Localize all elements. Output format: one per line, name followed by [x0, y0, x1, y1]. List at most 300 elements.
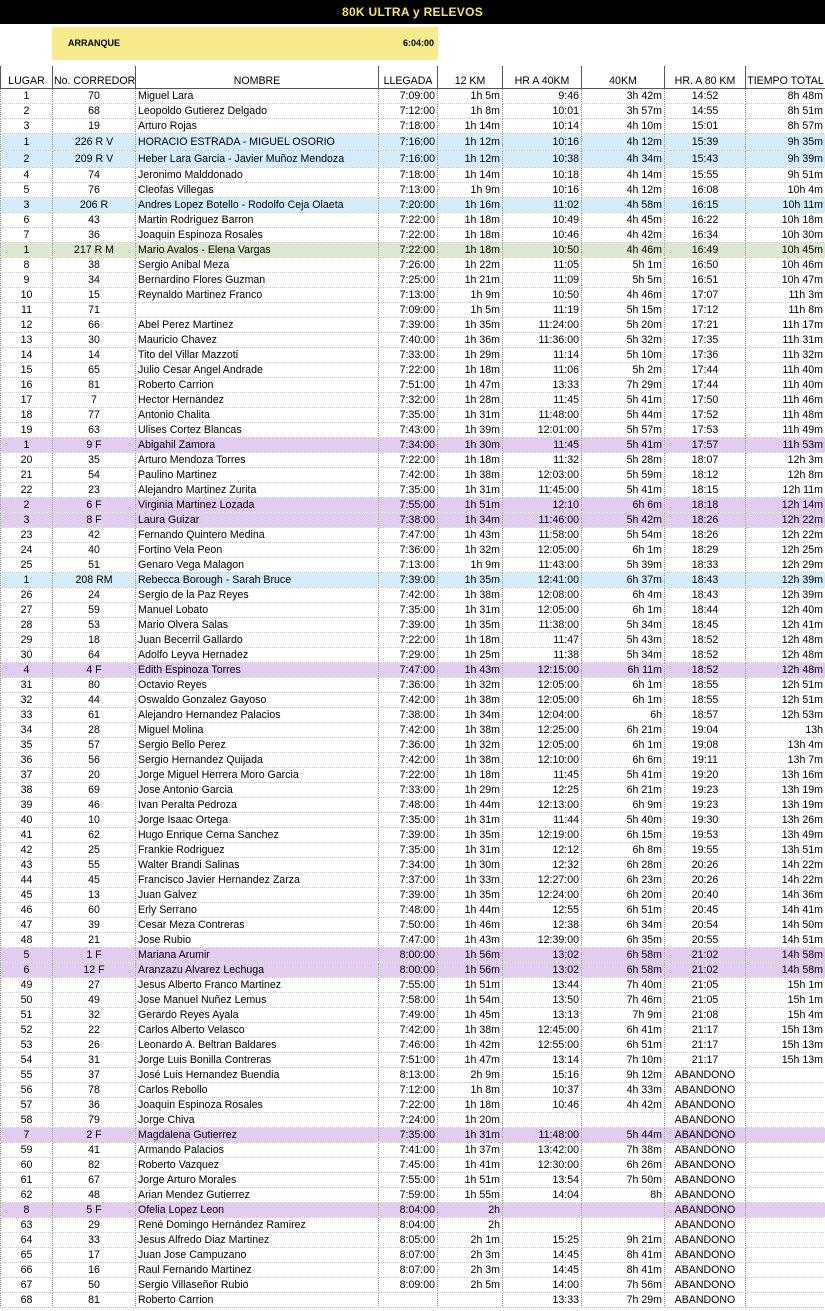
- cell-corredor: 30: [53, 333, 136, 348]
- cell-llegada: 7:26:00: [379, 258, 438, 273]
- cell-corredor: 55: [53, 858, 136, 873]
- cell-40km: 6h 51m: [582, 903, 665, 918]
- cell-corredor: 63: [53, 423, 136, 438]
- cell-corredor: 36: [53, 228, 136, 243]
- cell-hr-80km: 17:53: [665, 423, 746, 438]
- table-row: [1, 363, 825, 378]
- cell-hr-40km: 12:24:00: [503, 888, 582, 903]
- table-row: [1, 753, 825, 768]
- cell-llegada: 7:35:00: [379, 843, 438, 858]
- table-row: [1, 168, 825, 183]
- table-row: [1, 89, 825, 104]
- cell-hr-80km: 21:05: [665, 993, 746, 1008]
- cell-12km: 1h 46m: [438, 918, 503, 933]
- cell-hr-80km: 20:26: [665, 858, 746, 873]
- cell-40km: 5h 41m: [582, 438, 665, 453]
- cell-40km: 5h 44m: [582, 408, 665, 423]
- cell-hr-40km: 13:02: [503, 948, 582, 963]
- cell-llegada: 7:33:00: [379, 783, 438, 798]
- cell-tiempo-total: [746, 1188, 825, 1203]
- cell-hr-40km: 11:38: [503, 648, 582, 663]
- cell-llegada: 7:39:00: [379, 828, 438, 843]
- cell-lugar: 41: [1, 828, 53, 843]
- cell-lugar: 38: [1, 783, 53, 798]
- cell-nombre: Martin Rodriguez Barron: [136, 213, 379, 228]
- cell-hr-80km: 18:44: [665, 603, 746, 618]
- cell-hr-80km: 17:35: [665, 333, 746, 348]
- cell-12km: 1h 34m: [438, 708, 503, 723]
- cell-nombre: Virginia Martinez Lozada: [136, 498, 379, 513]
- cell-nombre: Laura Guizar: [136, 513, 379, 528]
- cell-hr-80km: 19:04: [665, 723, 746, 738]
- cell-12km: 1h 33m: [438, 873, 503, 888]
- cell-lugar: 62: [1, 1188, 53, 1203]
- header-row: [1, 66, 825, 89]
- cell-hr-80km: ABANDONO: [665, 1293, 746, 1308]
- cell-hr-40km: 12:05:00: [503, 603, 582, 618]
- cell-corredor: 49: [53, 993, 136, 1008]
- table-row: [1, 258, 825, 273]
- cell-hr-40km: 11:43:00: [503, 558, 582, 573]
- cell-40km: [582, 1218, 665, 1233]
- cell-lugar: 51: [1, 1008, 53, 1023]
- cell-nombre: Alejandro Hernandez Palacios: [136, 708, 379, 723]
- cell-hr-40km: 12:03:00: [503, 468, 582, 483]
- cell-40km: 7h 10m: [582, 1053, 665, 1068]
- cell-nombre: Arturo Rojas: [136, 119, 379, 134]
- cell-hr-80km: 18:18: [665, 498, 746, 513]
- cell-corredor: 54: [53, 468, 136, 483]
- cell-12km: 1h 5m: [438, 303, 503, 318]
- cell-12km: 2h 9m: [438, 1068, 503, 1083]
- cell-llegada: 7:22:00: [379, 213, 438, 228]
- cell-tiempo-total: 11h 46m: [746, 393, 825, 408]
- cell-hr-80km: ABANDONO: [665, 1263, 746, 1278]
- cell-12km: 1h 44m: [438, 903, 503, 918]
- cell-nombre: [136, 303, 379, 318]
- cell-llegada: 7:49:00: [379, 1008, 438, 1023]
- cell-hr-80km: 14:55: [665, 104, 746, 119]
- header-corredor: No. CORREDOR: [53, 66, 136, 89]
- cell-40km: 5h 1m: [582, 258, 665, 273]
- cell-lugar: 1: [1, 573, 53, 588]
- cell-hr-40km: 13:42:00: [503, 1143, 582, 1158]
- cell-corredor: 46: [53, 798, 136, 813]
- cell-llegada: 7:36:00: [379, 678, 438, 693]
- cell-nombre: Joaquin Espinoza Rosales: [136, 228, 379, 243]
- cell-tiempo-total: 10h 45m: [746, 243, 825, 258]
- cell-hr-80km: 19:08: [665, 738, 746, 753]
- cell-tiempo-total: 10h 4m: [746, 183, 825, 198]
- cell-corredor: 53: [53, 618, 136, 633]
- cell-corredor: 59: [53, 603, 136, 618]
- cell-llegada: [379, 1293, 438, 1308]
- table-row: [1, 378, 825, 393]
- table-row: [1, 243, 825, 258]
- cell-lugar: 54: [1, 1053, 53, 1068]
- cell-12km: 1h 51m: [438, 498, 503, 513]
- cell-40km: 5h 32m: [582, 333, 665, 348]
- cell-hr-40km: 12:08:00: [503, 588, 582, 603]
- cell-40km: 5h 28m: [582, 453, 665, 468]
- cell-12km: 1h 30m: [438, 438, 503, 453]
- cell-12km: 1h 18m: [438, 228, 503, 243]
- cell-nombre: Raul Fernando Martinez: [136, 1263, 379, 1278]
- cell-tiempo-total: 13h 26m: [746, 813, 825, 828]
- cell-llegada: 8:04:00: [379, 1218, 438, 1233]
- cell-12km: 1h 18m: [438, 453, 503, 468]
- cell-40km: 5h 10m: [582, 348, 665, 363]
- cell-hr-40km: 12:19:00: [503, 828, 582, 843]
- table-row: [1, 318, 825, 333]
- cell-40km: 6h 34m: [582, 918, 665, 933]
- cell-12km: 2h 5m: [438, 1278, 503, 1293]
- cell-12km: 1h 36m: [438, 333, 503, 348]
- cell-hr-80km: 19:30: [665, 813, 746, 828]
- cell-hr-40km: 12:38: [503, 918, 582, 933]
- cell-corredor: 29: [53, 1218, 136, 1233]
- cell-nombre: Juan Becerril Gallardo: [136, 633, 379, 648]
- cell-llegada: 7:42:00: [379, 693, 438, 708]
- cell-hr-40km: 10:38: [503, 151, 582, 168]
- cell-tiempo-total: 15h 13m: [746, 1038, 825, 1053]
- cell-hr-40km: 12:25: [503, 783, 582, 798]
- cell-40km: 5h 42m: [582, 513, 665, 528]
- cell-hr-40km: 10:46: [503, 228, 582, 243]
- cell-hr-40km: 11:36:00: [503, 333, 582, 348]
- table-row: [1, 903, 825, 918]
- cell-tiempo-total: 14h 58m: [746, 963, 825, 978]
- cell-hr-40km: 12:39:00: [503, 933, 582, 948]
- cell-lugar: 8: [1, 1203, 53, 1218]
- cell-40km: 6h 4m: [582, 588, 665, 603]
- cell-lugar: 48: [1, 933, 53, 948]
- cell-nombre: Jesus Alfredo Diaz Martinez: [136, 1233, 379, 1248]
- cell-llegada: 7:09:00: [379, 303, 438, 318]
- cell-hr-80km: 17:44: [665, 378, 746, 393]
- cell-tiempo-total: 9h 35m: [746, 134, 825, 151]
- cell-lugar: 63: [1, 1218, 53, 1233]
- cell-nombre: Fortino Vela Peon: [136, 543, 379, 558]
- results-body: [1, 89, 825, 1308]
- cell-hr-80km: ABANDONO: [665, 1173, 746, 1188]
- cell-lugar: 45: [1, 888, 53, 903]
- results-table: [0, 66, 825, 1308]
- cell-40km: 4h 33m: [582, 1083, 665, 1098]
- cell-12km: 1h 41m: [438, 1158, 503, 1173]
- cell-40km: 7h 29m: [582, 1293, 665, 1308]
- cell-40km: 6h 58m: [582, 948, 665, 963]
- cell-lugar: 27: [1, 603, 53, 618]
- cell-lugar: 55: [1, 1068, 53, 1083]
- cell-12km: 1h 5m: [438, 89, 503, 104]
- header-hr-40km: HR A 40KM: [503, 66, 582, 89]
- cell-lugar: 5: [1, 948, 53, 963]
- cell-12km: 1h 18m: [438, 363, 503, 378]
- cell-12km: 1h 32m: [438, 738, 503, 753]
- header-12km: 12 KM: [438, 66, 503, 89]
- header-nombre: NOMBRE: [136, 66, 379, 89]
- cell-tiempo-total: 12h 25m: [746, 543, 825, 558]
- cell-tiempo-total: 14h 58m: [746, 948, 825, 963]
- cell-hr-40km: 10:16: [503, 134, 582, 151]
- cell-corredor: 82: [53, 1158, 136, 1173]
- cell-40km: 6h 1m: [582, 693, 665, 708]
- cell-hr-80km: ABANDONO: [665, 1188, 746, 1203]
- cell-nombre: Arian Mendez Gutierrez: [136, 1188, 379, 1203]
- cell-hr-80km: 20:40: [665, 888, 746, 903]
- cell-hr-80km: 16:49: [665, 243, 746, 258]
- cell-llegada: 7:34:00: [379, 438, 438, 453]
- cell-hr-40km: 11:24:00: [503, 318, 582, 333]
- cell-nombre: Julio Cesar Angel Andrade: [136, 363, 379, 378]
- cell-nombre: Octavio Reyes: [136, 678, 379, 693]
- cell-lugar: 37: [1, 768, 53, 783]
- cell-corredor: 48: [53, 1188, 136, 1203]
- cell-lugar: 34: [1, 723, 53, 738]
- cell-nombre: Carlos Alberto Velasco: [136, 1023, 379, 1038]
- table-row: [1, 134, 825, 151]
- cell-llegada: 7:42:00: [379, 1023, 438, 1038]
- table-row: [1, 768, 825, 783]
- cell-lugar: 40: [1, 813, 53, 828]
- cell-corredor: 68: [53, 104, 136, 119]
- cell-hr-40km: 11:05: [503, 258, 582, 273]
- cell-lugar: 2: [1, 498, 53, 513]
- cell-corredor: 206 R: [53, 198, 136, 213]
- cell-llegada: 8:07:00: [379, 1263, 438, 1278]
- cell-40km: 6h 15m: [582, 828, 665, 843]
- cell-nombre: Abigahil Zamora: [136, 438, 379, 453]
- cell-llegada: 8:07:00: [379, 1248, 438, 1263]
- cell-tiempo-total: 13h 49m: [746, 828, 825, 843]
- table-row: [1, 708, 825, 723]
- cell-tiempo-total: [746, 1113, 825, 1128]
- cell-llegada: 7:22:00: [379, 363, 438, 378]
- cell-llegada: 8:00:00: [379, 963, 438, 978]
- cell-tiempo-total: 11h 49m: [746, 423, 825, 438]
- cell-corredor: 57: [53, 738, 136, 753]
- cell-40km: 5h 57m: [582, 423, 665, 438]
- cell-lugar: 8: [1, 258, 53, 273]
- cell-tiempo-total: 12h 53m: [746, 708, 825, 723]
- cell-hr-40km: 11:32: [503, 453, 582, 468]
- cell-llegada: 7:42:00: [379, 468, 438, 483]
- cell-nombre: Antonio Chalita: [136, 408, 379, 423]
- cell-lugar: 50: [1, 993, 53, 1008]
- cell-nombre: Genaro Vega Malagon: [136, 558, 379, 573]
- cell-40km: 6h 1m: [582, 738, 665, 753]
- cell-40km: 4h 34m: [582, 151, 665, 168]
- cell-12km: 1h 31m: [438, 483, 503, 498]
- cell-lugar: 1: [1, 438, 53, 453]
- cell-12km: 1h 20m: [438, 1113, 503, 1128]
- cell-llegada: 7:46:00: [379, 1038, 438, 1053]
- cell-40km: 7h 50m: [582, 1173, 665, 1188]
- cell-12km: 1h 18m: [438, 633, 503, 648]
- cell-40km: 6h 28m: [582, 858, 665, 873]
- cell-hr-40km: 12:45:00: [503, 1023, 582, 1038]
- cell-hr-40km: 12:05:00: [503, 543, 582, 558]
- cell-40km: 5h 41m: [582, 483, 665, 498]
- cell-tiempo-total: [746, 1158, 825, 1173]
- cell-llegada: 7:41:00: [379, 1143, 438, 1158]
- cell-lugar: 36: [1, 753, 53, 768]
- table-row: [1, 828, 825, 843]
- cell-tiempo-total: 10h 11m: [746, 198, 825, 213]
- cell-lugar: 4: [1, 663, 53, 678]
- cell-corredor: 21: [53, 933, 136, 948]
- table-row: [1, 918, 825, 933]
- cell-lugar: 13: [1, 333, 53, 348]
- cell-tiempo-total: [746, 1203, 825, 1218]
- cell-40km: 7h 40m: [582, 978, 665, 993]
- cell-tiempo-total: 12h 39m: [746, 588, 825, 603]
- cell-llegada: 7:51:00: [379, 378, 438, 393]
- table-row: [1, 873, 825, 888]
- cell-corredor: 28: [53, 723, 136, 738]
- cell-tiempo-total: 12h 48m: [746, 648, 825, 663]
- cell-lugar: 5: [1, 183, 53, 198]
- cell-hr-40km: 13:02: [503, 963, 582, 978]
- cell-llegada: 7:22:00: [379, 768, 438, 783]
- cell-llegada: 8:04:00: [379, 1203, 438, 1218]
- cell-nombre: Jeronimo Malddonado: [136, 168, 379, 183]
- cell-llegada: 7:51:00: [379, 1053, 438, 1068]
- header-tiempo-total: TIEMPO TOTAL: [746, 66, 825, 89]
- cell-hr-40km: 10:50: [503, 243, 582, 258]
- cell-hr-40km: 10:46: [503, 1098, 582, 1113]
- table-row: [1, 663, 825, 678]
- cell-corredor: 15: [53, 288, 136, 303]
- cell-hr-80km: 18:55: [665, 693, 746, 708]
- cell-hr-80km: 17:12: [665, 303, 746, 318]
- table-row: [1, 1053, 825, 1068]
- cell-lugar: 23: [1, 528, 53, 543]
- cell-nombre: Sergio Bello Perez: [136, 738, 379, 753]
- cell-tiempo-total: 12h 3m: [746, 453, 825, 468]
- cell-40km: 4h 10m: [582, 119, 665, 134]
- table-row: [1, 483, 825, 498]
- cell-lugar: 12: [1, 318, 53, 333]
- cell-nombre: Frankie Rodriguez: [136, 843, 379, 858]
- cell-llegada: 7:55:00: [379, 1173, 438, 1188]
- cell-nombre: Roberto Carrion: [136, 1293, 379, 1308]
- cell-nombre: Walter Brandi Salinas: [136, 858, 379, 873]
- cell-nombre: Jose Rubio: [136, 933, 379, 948]
- cell-40km: 6h 35m: [582, 933, 665, 948]
- cell-corredor: 66: [53, 318, 136, 333]
- cell-40km: 3h 42m: [582, 89, 665, 104]
- cell-lugar: 9: [1, 273, 53, 288]
- cell-hr-80km: 18:52: [665, 663, 746, 678]
- cell-llegada: 7:22:00: [379, 1098, 438, 1113]
- cell-llegada: 7:50:00: [379, 918, 438, 933]
- cell-hr-40km: 12:10: [503, 498, 582, 513]
- table-row: [1, 648, 825, 663]
- cell-40km: 8h: [582, 1188, 665, 1203]
- cell-12km: 1h 16m: [438, 198, 503, 213]
- cell-hr-80km: 17:36: [665, 348, 746, 363]
- cell-corredor: 39: [53, 918, 136, 933]
- cell-nombre: Jorge Chiva: [136, 1113, 379, 1128]
- cell-40km: 7h 46m: [582, 993, 665, 1008]
- cell-hr-80km: 17:52: [665, 408, 746, 423]
- table-row: [1, 783, 825, 798]
- cell-hr-40km: 11:48:00: [503, 1128, 582, 1143]
- cell-hr-40km: 12:10:00: [503, 753, 582, 768]
- cell-40km: 9h 21m: [582, 1233, 665, 1248]
- cell-12km: 1h 12m: [438, 134, 503, 151]
- cell-tiempo-total: 12h 22m: [746, 513, 825, 528]
- cell-lugar: 59: [1, 1143, 53, 1158]
- cell-llegada: 7:42:00: [379, 753, 438, 768]
- cell-40km: 6h 21m: [582, 723, 665, 738]
- cell-tiempo-total: 11h 48m: [746, 408, 825, 423]
- cell-12km: 1h 38m: [438, 588, 503, 603]
- cell-lugar: 16: [1, 378, 53, 393]
- cell-llegada: 7:35:00: [379, 408, 438, 423]
- cell-nombre: Abel Perez Martinez: [136, 318, 379, 333]
- cell-nombre: Mario Avalos - Elena Vargas: [136, 243, 379, 258]
- cell-40km: 5h 15m: [582, 303, 665, 318]
- cell-hr-40km: [503, 1218, 582, 1233]
- cell-tiempo-total: 12h 8m: [746, 468, 825, 483]
- cell-12km: 1h 38m: [438, 468, 503, 483]
- cell-12km: 1h 32m: [438, 678, 503, 693]
- cell-lugar: 43: [1, 858, 53, 873]
- cell-llegada: 8:09:00: [379, 1278, 438, 1293]
- cell-lugar: 56: [1, 1083, 53, 1098]
- cell-12km: 1h 31m: [438, 603, 503, 618]
- cell-12km: 1h 54m: [438, 993, 503, 1008]
- cell-hr-80km: 15:39: [665, 134, 746, 151]
- cell-12km: 1h 18m: [438, 768, 503, 783]
- cell-hr-40km: 10:16: [503, 183, 582, 198]
- cell-tiempo-total: 15h 4m: [746, 1008, 825, 1023]
- cell-hr-80km: 18:26: [665, 528, 746, 543]
- cell-40km: 6h 11m: [582, 663, 665, 678]
- cell-lugar: 30: [1, 648, 53, 663]
- cell-lugar: 3: [1, 119, 53, 134]
- cell-hr-40km: 11:47: [503, 633, 582, 648]
- cell-nombre: Roberto Vazquez: [136, 1158, 379, 1173]
- cell-12km: 2h: [438, 1218, 503, 1233]
- cell-12km: 2h 3m: [438, 1263, 503, 1278]
- cell-tiempo-total: 10h 47m: [746, 273, 825, 288]
- cell-40km: 8h 41m: [582, 1248, 665, 1263]
- cell-12km: 1h 35m: [438, 573, 503, 588]
- cell-lugar: 49: [1, 978, 53, 993]
- cell-hr-40km: 11:58:00: [503, 528, 582, 543]
- cell-hr-80km: 21:17: [665, 1053, 746, 1068]
- cell-40km: 5h 44m: [582, 1128, 665, 1143]
- cell-12km: 1h 38m: [438, 723, 503, 738]
- cell-llegada: 7:55:00: [379, 498, 438, 513]
- cell-tiempo-total: 10h 46m: [746, 258, 825, 273]
- cell-lugar: 24: [1, 543, 53, 558]
- table-row: [1, 843, 825, 858]
- cell-tiempo-total: 12h 11m: [746, 483, 825, 498]
- cell-tiempo-total: [746, 1263, 825, 1278]
- cell-nombre: Manuel Lobato: [136, 603, 379, 618]
- cell-hr-80km: ABANDONO: [665, 1113, 746, 1128]
- cell-12km: 1h 28m: [438, 393, 503, 408]
- cell-corredor: 79: [53, 1113, 136, 1128]
- cell-12km: 1h 18m: [438, 243, 503, 258]
- cell-hr-80km: 16:50: [665, 258, 746, 273]
- table-row: [1, 978, 825, 993]
